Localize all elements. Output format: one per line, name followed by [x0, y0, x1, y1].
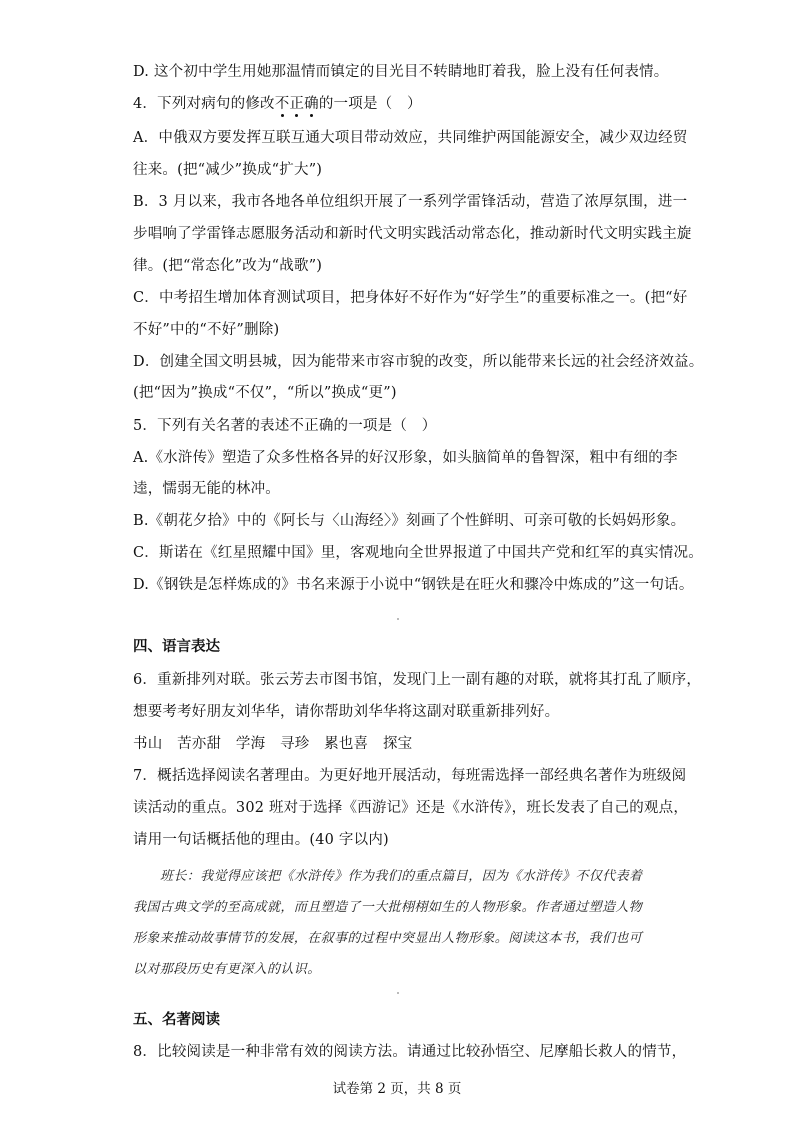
q6-word: 苦亦甜	[177, 736, 222, 752]
q5-option-a-line1: A.《水浒传》塑造了众多性格各异的好汉形象，如头脑简单的鲁智深，粗中有细的李	[133, 450, 678, 466]
q5-option-d: D.《钢铁是怎样炼成的》书名来源于小说中“钢铁是在旺火和骤冷中炼成的”这一句话。	[133, 577, 694, 593]
q7-line1: 7．概括选择阅读名著理由。为更好地开展活动，每班需选择一部经典名著作为班级阅	[133, 768, 687, 784]
q4-option-a-line1: A．中俄双方要发挥互联互通大项目带动效应，共同维护两国能源安全，减少双边经贸	[133, 130, 688, 146]
q4-option-d-line2: (把“因为”换成“不仅”，“所以”换成“更”)	[133, 385, 397, 401]
q6-word: 探宝	[382, 736, 413, 752]
q5-option-c: C．斯诺在《红星照耀中国》里，客观地向全世界报道了中国共产党和红军的真实情况。	[133, 545, 703, 561]
q4-option-b-line3: 律。(把“常态化”改为“战歌”)	[133, 258, 323, 274]
q6-word: 累也喜	[324, 736, 369, 752]
q4-option-c-line1: C．中考招生增加体育测试项目，把身体好不好作为“好学生”的重要标准之一。(把“好	[133, 290, 688, 306]
q7-quote-line2: 我国古典文学的至高成就，而且塑造了一大批栩栩如生的人物形象。作者通过塑造人物	[133, 900, 643, 915]
q4-option-c-line2: 不好”中的“不好”删除)	[133, 322, 280, 338]
q4-option-a-line2: 往来。(把“减少”换成“扩大”)	[133, 162, 323, 178]
q4-stem	[133, 94, 663, 114]
q7-quote-line3: 形象来推动故事情节的发展，在叙事的过程中突显出人物形象。阅读这本书，我们也可	[133, 931, 643, 946]
section-4-title: 四、语言表达	[133, 639, 220, 655]
q8-line1: 8．比较阅读是一种非常有效的阅读方法。请通过比较孙悟空、尼摩船长救人的情节，	[133, 1044, 687, 1060]
q7-quote-line4: 以对那段历史有更深入的认识。	[133, 962, 321, 977]
page-dot-mark	[397, 618, 399, 620]
section-5-title: 五、名著阅读	[133, 1012, 220, 1028]
q7-line2: 读活动的重点。302 班对于选择《西游记》还是《水浒传》，班长发表了自己的观点，	[133, 800, 689, 816]
q7-line3: 请用一句话概括他的理由。(40 字以内)	[133, 832, 389, 848]
q5-option-a-line2: 逵，懦弱无能的林冲。	[133, 481, 280, 497]
q5-option-b: B.《朝花夕拾》中的《阿长与〈山海经〉》刻画了个性鲜明、可亲可敬的长妈妈形象。	[133, 513, 686, 529]
q4-option-b-line1: B．3 月以来，我市各地各单位组织开展了一系列学雷锋活动，营造了浓厚氛围，进一	[133, 194, 688, 210]
q6-line2: 想要考考好朋友刘华华，请你帮助刘华华将这副对联重新排列好。	[133, 704, 560, 720]
q4-emphasis-char: 不	[274, 96, 290, 112]
page-footer: 试卷第 2 页，共 8 页	[332, 1081, 462, 1097]
q4-emphasis-char: 正	[289, 96, 305, 112]
page-dot-mark	[397, 992, 399, 994]
q6-word-list	[133, 734, 663, 754]
q6-word: 书山	[133, 736, 163, 752]
q4-option-d-line1: D．创建全国文明县城，因为能带来市容市貌的改变，所以能带来长远的社会经济效益。	[133, 354, 704, 370]
q4-emphasis-char: 确	[304, 96, 319, 112]
q6-word: 学海	[235, 736, 266, 752]
q7-quote-line1: 班长：我觉得应该把《水浒传》作为我们的重点篇目，因为《水浒传》不仅代表着	[160, 869, 643, 884]
q5-stem: 5．下列有关名著的表述不正确的一项是（ ）	[133, 418, 437, 434]
q4-stem-post: 的一项是（ ）	[318, 96, 422, 112]
q3-option-d: D. 这个初中学生用她那温情而镇定的目光目不转睛地盯着我，脸上没有任何表情。	[133, 64, 669, 80]
q6-line1: 6．重新排列对联。张云芳去市图书馆，发现门上一副有趣的对联，就将其打乱了顺序，	[133, 672, 702, 688]
q4-option-b-line2: 步唱响了学雷锋志愿服务活动和新时代文明实践活动常态化，推动新时代文明实践主旋	[133, 226, 692, 242]
q4-stem-pre: 4．下列对病句的修改	[133, 96, 275, 112]
q6-word: 寻珍	[280, 736, 310, 752]
